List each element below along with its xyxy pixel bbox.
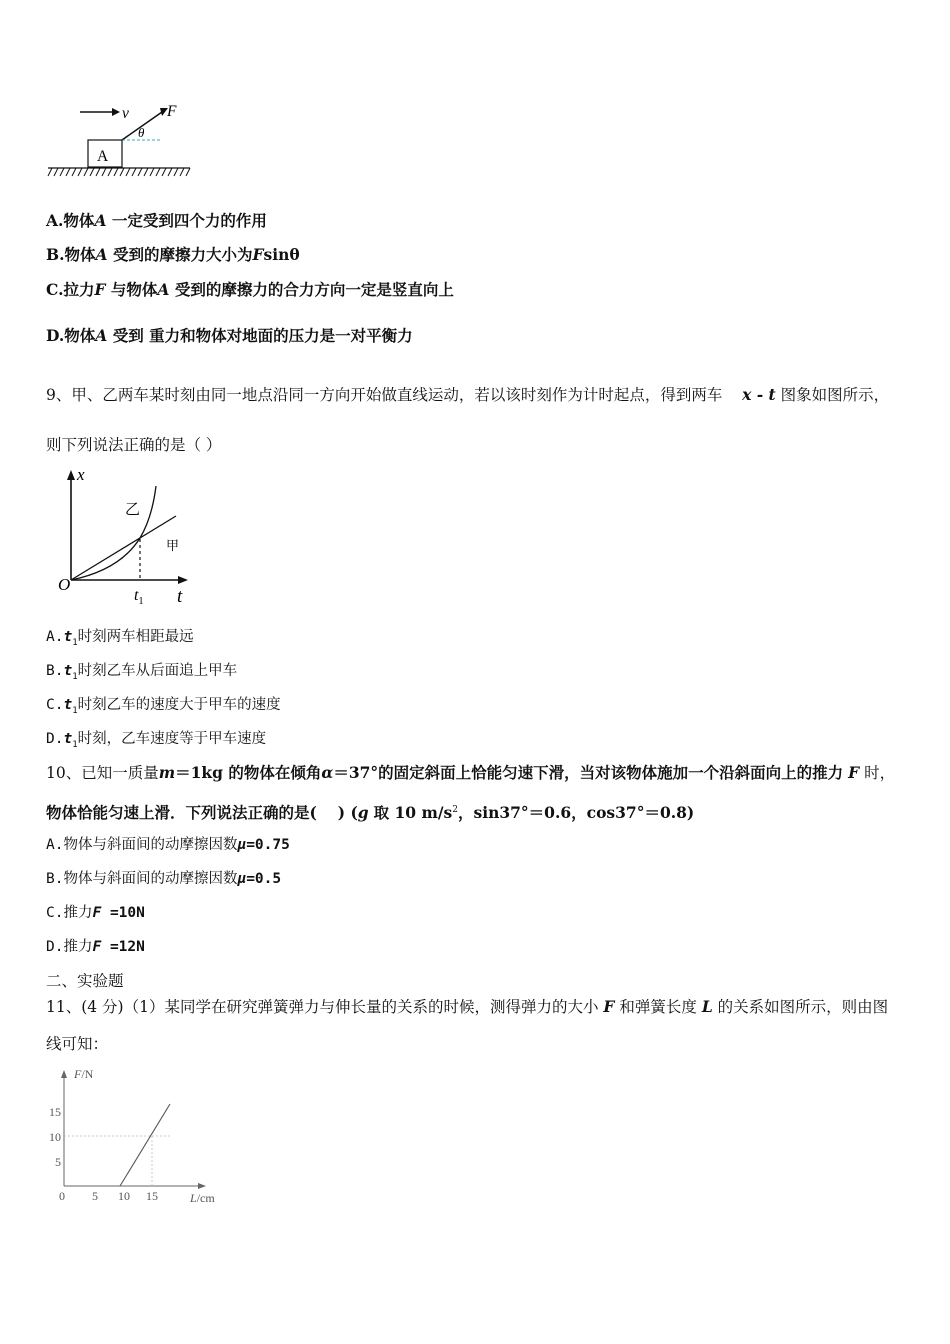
t-axis-var: t xyxy=(177,586,183,607)
spring-force-graph xyxy=(44,1062,244,1212)
section-heading: 二、实验题 xyxy=(46,972,124,990)
y-tick-10: 10 xyxy=(49,1130,61,1144)
t1-label: $t_1$ xyxy=(134,587,144,607)
q10-stem-line1: 10、已知一质量m＝1kg 的物体在倾角α＝37°的固定斜面上恰能匀速下滑，当对该物体施加一个沿斜面向上的推力 F 时， xyxy=(46,763,896,782)
q11-stem-line2: 线可知： xyxy=(46,1035,109,1053)
q8-option-d: D.物体A 受到 重力和物体对地面的压力是一对平衡力 xyxy=(46,326,413,345)
q9-option-a: $A.t_1$时刻两车相距最远 xyxy=(46,629,194,648)
x-tick-5: 5 xyxy=(92,1189,98,1203)
x-axis-var: x xyxy=(77,466,85,484)
q8-option-c: C.拉力F 与物体A 受到的摩擦力的合力方向一定是竖直向上 xyxy=(46,280,454,299)
q8-option-b: B.物体A 受到的摩擦力大小为Fsinθ xyxy=(46,245,300,264)
q8-option-a: A.物体A 一定受到四个力的作用 xyxy=(46,211,267,230)
series-jia-line xyxy=(71,516,176,580)
y-tick-15: 15 xyxy=(49,1105,61,1119)
series-yi-label: 乙 xyxy=(125,502,141,518)
origin-label: O xyxy=(58,575,71,594)
q9-option-d: $D.t_1$时刻，乙车速度等于甲车速度 xyxy=(46,731,267,750)
xt-graph xyxy=(52,466,202,608)
block-force-figure xyxy=(44,96,204,186)
q10-option-b: B.物体与斜面间的动摩擦因数μ=0.5 xyxy=(46,871,282,887)
q10-option-a: A.物体与斜面间的动摩擦因数μ=0.75 xyxy=(46,837,290,853)
theta-label: θ xyxy=(138,125,145,140)
q9-stem-line2: 则下列说法正确的是（ ） xyxy=(46,436,222,454)
force-label: F xyxy=(167,103,177,120)
q10-stem-line2: 物体恰能匀速上滑．下列说法正确的是( ) (g 取 10 $m/s^2$，sin37°＝0.6，cos37°＝0.8) xyxy=(46,803,695,823)
x-tick-15: 15 xyxy=(146,1189,158,1203)
x-tick-0: 0 xyxy=(59,1189,65,1203)
q9-stem-line1: 9、甲、乙两车某时刻由同一地点沿同一方向开始做直线运动，若以该时刻作为计时起点，得到两车 x - t 图象如图所示， xyxy=(46,385,890,404)
q9-option-c: $C.t_1$时刻乙车的速度大于甲车的速度 xyxy=(46,697,281,716)
q10-option-c: C.推力F =10N xyxy=(46,905,145,921)
y-tick-5: 5 xyxy=(55,1155,61,1169)
x-tick-10: 10 xyxy=(118,1189,130,1203)
q11-stem-line1: 11、(4 分)（1）某同学在研究弹簧弹力与伸长量的关系的时候，测得弹力的大小 F 和弹簧长度 L 的关系如图所示，则由图 xyxy=(46,997,889,1016)
series-yi-curve xyxy=(71,486,156,580)
f-axis-label: F/N xyxy=(74,1067,94,1081)
series-jia-label: 甲 xyxy=(166,538,180,553)
force-length-line xyxy=(120,1104,170,1186)
q9-option-b: $B.t_1$时刻乙车从后面追上甲车 xyxy=(46,663,238,682)
l-axis-label: L/cm xyxy=(190,1191,215,1205)
block-label: A xyxy=(97,148,109,165)
velocity-label: v xyxy=(122,105,129,122)
q10-option-d: D.推力F =12N xyxy=(46,939,145,955)
